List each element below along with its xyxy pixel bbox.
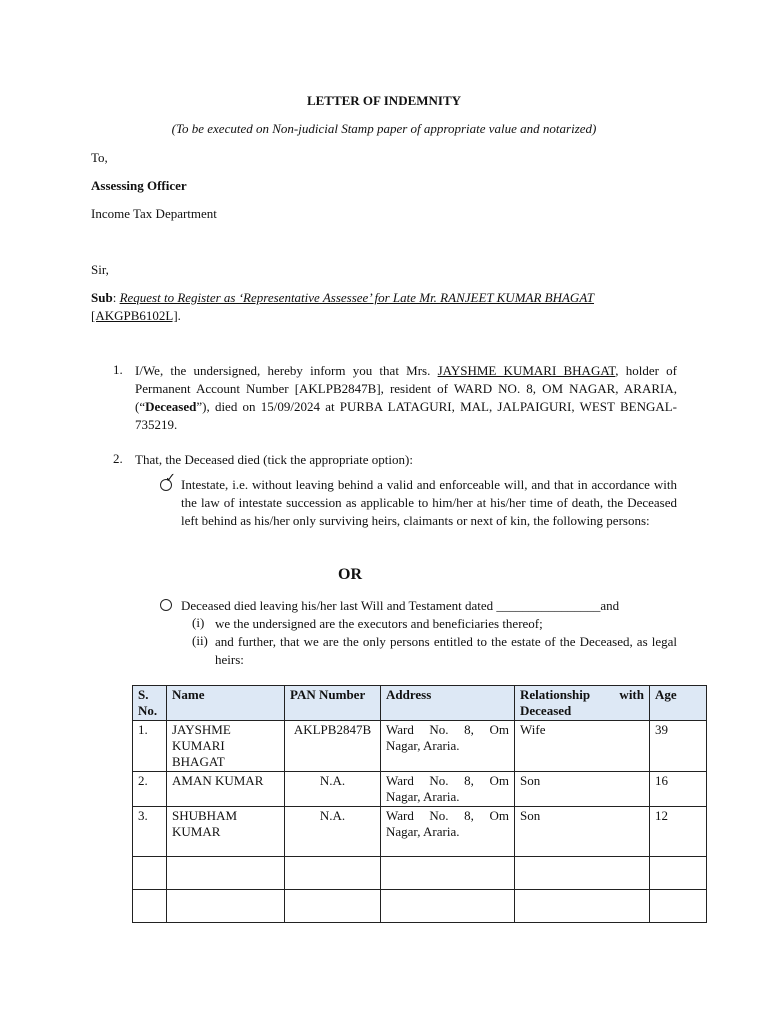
header-sno: S. No. (133, 686, 167, 721)
cell-age: 39 (650, 721, 707, 772)
table-row (133, 807, 707, 857)
or-separator: OR (338, 566, 362, 583)
para1-deceased: Deceased (145, 399, 197, 414)
checkmark-icon: ✓ (165, 470, 176, 485)
header-age: Age (650, 686, 707, 721)
option2-radio[interactable] (160, 599, 172, 611)
para2-number: 2. (113, 451, 123, 466)
cell-relationship: Son (515, 772, 650, 807)
header-pan: PAN Number (285, 686, 381, 721)
recipient-dept: Income Tax Department (91, 206, 217, 221)
subject-end: . (177, 308, 181, 323)
cell-age: 12 (650, 807, 707, 857)
subject-colon: : (112, 290, 120, 305)
para1-number: 1. (113, 362, 123, 377)
cell-address: Ward No. 8, Om Nagar, Araria. (381, 772, 515, 807)
cell-empty[interactable] (133, 890, 167, 923)
cell-address: Ward No. 8, Om Nagar, Araria. (381, 807, 515, 857)
para1-name: JAYSHME KUMARI BHAGAT (437, 363, 616, 378)
option2-text-a: Deceased died leaving his/her last Will and Testament dated (181, 598, 497, 613)
cell-empty[interactable] (285, 857, 381, 890)
cell-relationship: Son (515, 807, 650, 857)
para1-text-a: I/We, the undersigned, hereby inform you that Mrs. (135, 363, 438, 378)
to-line: To, (91, 150, 108, 165)
option1-text: Intestate, i.e. without leaving behind a valid and enforceable will, and that in accordance with the law of intestate succession as applicable to him/her at his/her time of death, the Deceased left behind as his/her only surviving heirs, claimants or next of kin, the following persons: (181, 477, 677, 528)
heirs-table (132, 685, 707, 923)
cell-empty[interactable] (285, 890, 381, 923)
para1-text (135, 362, 677, 434)
will-date-blank: ________________ (496, 598, 601, 613)
cell-empty[interactable] (381, 857, 515, 890)
option2-text (181, 597, 677, 615)
cell-relationship: Wife (515, 721, 650, 772)
cell-sno: 1. (133, 721, 167, 772)
subject-label: Sub (91, 290, 113, 305)
cell-empty[interactable] (167, 857, 285, 890)
table-header-row (133, 686, 707, 721)
salutation: Sir, (91, 262, 109, 277)
cell-name: JAYSHME KUMARI BHAGAT (167, 721, 285, 772)
para2-text: That, the Deceased died (tick the appropriate option): (135, 452, 413, 467)
cell-pan: AKLPB2847B (285, 721, 381, 772)
cell-age: 16 (650, 772, 707, 807)
sub-i-text: we the undersigned are the executors and beneficiaries thereof; (215, 616, 543, 631)
header-address: Address (381, 686, 515, 721)
cell-empty[interactable] (167, 890, 285, 923)
cell-empty[interactable] (515, 857, 650, 890)
recipient-title: Assessing Officer (91, 178, 187, 193)
document-subtitle: (To be executed on Non-judicial Stamp paper of appropriate value and notarized) (171, 121, 597, 136)
cell-address: Ward No. 8, Om Nagar, Araria. (381, 721, 515, 772)
document-title: LETTER OF INDEMNITY (306, 93, 462, 108)
header-relationship: Relationship with Deceased (515, 686, 650, 721)
header-name: Name (167, 686, 285, 721)
cell-pan: N.A. (285, 807, 381, 857)
sub-ii-text: and further, that we are the only persons entitled to the estate of the Deceased, as legal heirs: (215, 634, 677, 667)
subject-line (91, 289, 651, 325)
table-row (133, 721, 707, 772)
cell-name: AMAN KUMAR (167, 772, 285, 807)
cell-empty[interactable] (133, 857, 167, 890)
para1-text-b: , holder of Permanent Account Number [AKLPB2847B], resident of WARD NO. 8, OM NAGAR, ARARIA, (“ (135, 363, 677, 414)
cell-sno: 3. (133, 807, 167, 857)
cell-name: SHUBHAM KUMAR (167, 807, 285, 857)
cell-empty[interactable] (650, 890, 707, 923)
option2-text-b: and (600, 598, 620, 613)
cell-sno: 2. (133, 772, 167, 807)
table-row (133, 772, 707, 807)
sub-i-number: (i) (192, 615, 205, 630)
table-row-empty (133, 857, 707, 890)
cell-pan: N.A. (285, 772, 381, 807)
cell-empty[interactable] (515, 890, 650, 923)
subject-pan: [AKGPB6102L] (91, 308, 178, 323)
cell-empty[interactable] (381, 890, 515, 923)
cell-empty[interactable] (650, 857, 707, 890)
subject-text: Request to Register as ‘Representative Assessee’ for Late Mr. RANJEET KUMAR BHAGAT (119, 290, 595, 305)
para1-text-c: ”), died on 15/09/2024 at PURBA LATAGURI, MAL, JALPAIGURI, WEST BENGAL-735219. (135, 399, 677, 432)
sub-ii-number: (ii) (192, 633, 208, 648)
table-row-empty (133, 890, 707, 923)
